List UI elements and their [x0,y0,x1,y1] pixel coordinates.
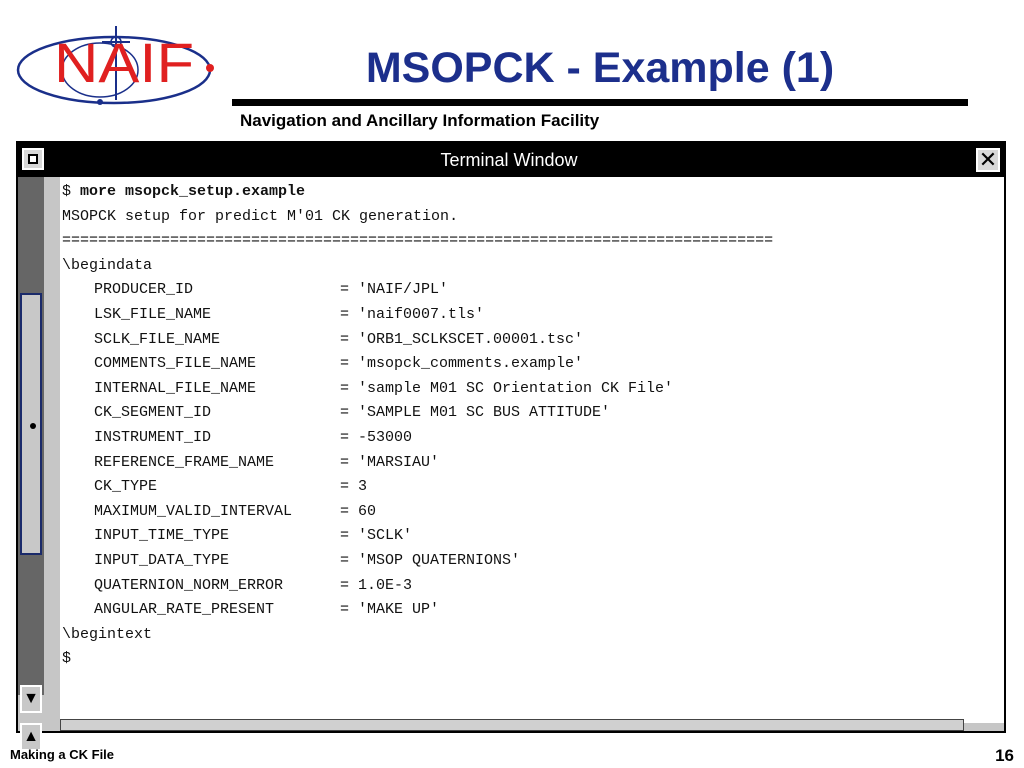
param-row [62,500,773,525]
param-key: SCLK_FILE_NAME [94,330,221,348]
scroll-up-icon[interactable]: ▲ [20,723,42,751]
scroll-down-icon[interactable]: ▼ [20,685,42,713]
param-value: = 'MSOP QUATERNIONS' [340,551,521,569]
param-key: REFERENCE_FRAME_NAME [94,453,275,471]
param-value: = 'sample M01 SC Orientation CK File' [340,379,674,397]
param-value: = 'MARSIAU' [340,453,440,471]
param-value: = 60 [340,502,377,520]
param-row [62,549,773,574]
param-key: INSTRUMENT_ID [94,428,212,446]
window-menu-button[interactable] [22,148,44,170]
begintext-line: \begintext [62,625,153,643]
setup-parameters [62,278,773,622]
param-row [62,475,773,500]
param-key: CK_SEGMENT_ID [94,404,212,422]
param-value: = 'SCLK' [340,527,413,545]
param-row [62,574,773,599]
logo-dot [206,64,214,72]
naif-logo [14,18,232,110]
footer-section-title: Making a CK File [10,747,115,762]
slide-subtitle: Navigation and Ancillary Information Facility [240,111,600,130]
naif-logo-graphic [14,18,232,110]
param-key: INPUT_TIME_TYPE [94,527,230,545]
param-row [62,377,773,402]
prompt: $ [62,183,81,200]
param-value: = 'NAIF/JPL' [340,281,449,299]
param-key: ANGULAR_RATE_PRESENT [94,601,275,619]
param-value: = 'MAKE UP' [340,601,440,619]
param-row [62,352,773,377]
param-key: LSK_FILE_NAME [94,305,212,323]
title-rule [232,99,968,106]
final-prompt: $ [62,650,72,668]
terminal-title: Terminal Window [440,150,578,170]
param-row [62,451,773,476]
param-value: = -53000 [340,428,413,446]
param-key: CK_TYPE [94,478,158,496]
separator-line: =============================================================================== [62,232,774,250]
param-row [62,598,773,623]
page-number: 16 [995,746,1014,765]
param-value: = 3 [340,478,368,496]
horizontal-scrollbar[interactable] [60,719,964,731]
param-row [62,426,773,451]
terminal-content[interactable] [60,177,1004,723]
terminal-window[interactable] [16,141,1006,745]
output-line: MSOPCK setup for predict M'01 CK generation. [62,207,459,225]
command-line [62,180,773,205]
command-text: more msopck_setup.example [80,183,306,200]
param-value: = 'msopck_comments.example' [340,355,584,373]
param-value: = 'SAMPLE M01 SC BUS ATTITUDE' [340,404,611,422]
param-row [62,401,773,426]
param-row [62,524,773,549]
param-value: = 'ORB1_SCLKSCET.00001.tsc' [340,330,584,348]
param-row [62,328,773,353]
param-row [62,278,773,303]
param-key: INTERNAL_FILE_NAME [94,379,257,397]
thumb-grip-icon [30,423,36,429]
param-value: = 'naif0007.tls' [340,305,485,323]
param-key: MAXIMUM_VALID_INTERVAL [94,502,293,520]
vertical-scrollbar[interactable] [18,177,44,745]
scrollbar-thumb[interactable] [20,293,42,555]
param-key: COMMENTS_FILE_NAME [94,355,257,373]
param-key: INPUT_DATA_TYPE [94,551,230,569]
terminal-titlebar[interactable] [18,143,1004,177]
param-row [62,303,773,328]
param-key: QUATERNION_NORM_ERROR [94,576,284,594]
close-icon[interactable]: ✕ [976,148,1000,172]
orbit-dot [97,99,103,105]
terminal-output [62,180,773,672]
param-value: = 1.0E-3 [340,576,413,594]
param-key: PRODUCER_ID [94,281,194,299]
logo-text: NAIF [54,31,194,94]
slide-title: MSOPCK - Example (1) [365,44,835,92]
begindata-line: \begindata [62,256,153,274]
